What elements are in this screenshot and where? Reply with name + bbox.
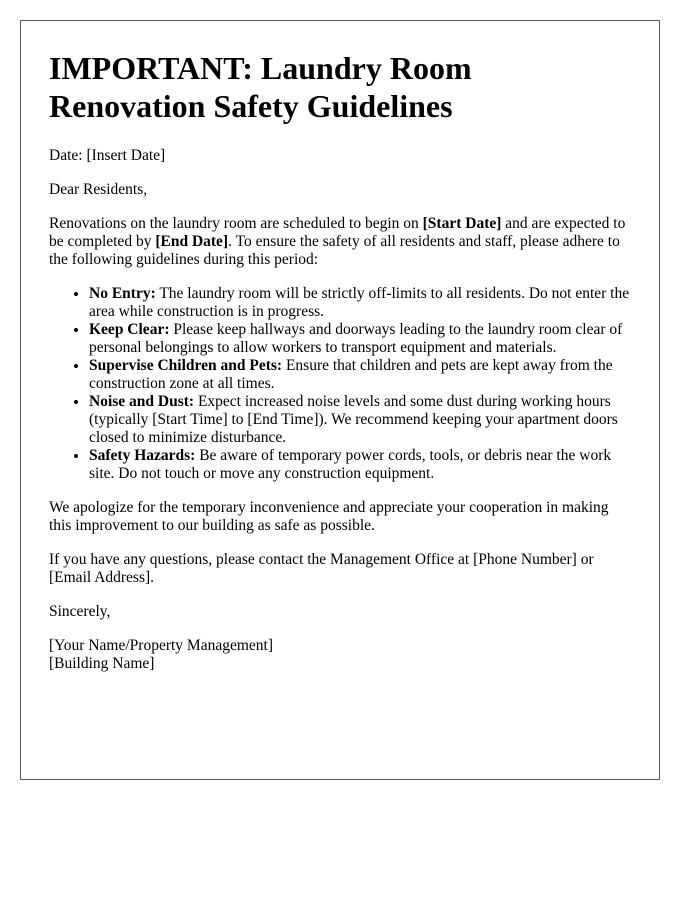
guideline-item xyxy=(89,357,631,393)
signature-building: [Building Name] xyxy=(49,655,155,672)
guideline-text: Ensure that children and pets are kept away from the construction zone at all times. xyxy=(89,357,613,392)
apology-paragraph: We apologize for the temporary inconvenience and appreciate your cooperation in making this improvement to our building as safe as possible. xyxy=(49,499,609,534)
guideline-text: The laundry room will be strictly off-limits to all residents. Do not enter the area while construction is in progress. xyxy=(89,285,630,320)
letter-title: IMPORTANT: Laundry Room Renovation Safety Guidelines xyxy=(49,50,472,124)
intro-text-2: and are expected to be completed by xyxy=(49,215,626,250)
guideline-label: Safety Hazards: xyxy=(89,447,196,464)
start-date-placeholder: [Start Date] xyxy=(422,215,502,232)
guidelines-list xyxy=(49,285,631,483)
guideline-item xyxy=(89,393,631,447)
signature-name: [Your Name/Property Management] xyxy=(49,637,273,654)
end-date-placeholder: [End Date] xyxy=(155,233,229,250)
intro-text-1: Renovations on the laundry room are scheduled to begin on xyxy=(49,215,423,232)
guideline-label: No Entry: xyxy=(89,285,156,302)
guideline-text: Expect increased noise levels and some dust during working hours (typically [Start Time] to [End Time]). We recommend keeping your apartment doors closed to minimize disturbance. xyxy=(89,393,618,446)
guideline-item xyxy=(89,285,631,321)
guideline-text: Please keep hallways and doorways leading to the laundry room clear of personal belongings to allow workers to transport equipment and materials. xyxy=(89,321,623,356)
guideline-label: Noise and Dust: xyxy=(89,393,195,410)
greeting: Dear Residents, xyxy=(49,181,148,198)
guideline-label: Keep Clear: xyxy=(89,321,170,338)
guideline-text: Be aware of temporary power cords, tools, or debris near the work site. Do not touch or move any construction equipment. xyxy=(89,447,612,482)
intro-text-3: . To ensure the safety of all residents and staff, please adhere to the following guidelines during this period: xyxy=(49,233,620,268)
contact-paragraph: If you have any questions, please contact the Management Office at [Phone Number] or [Email Address]. xyxy=(49,551,594,586)
closing: Sincerely, xyxy=(49,603,111,620)
letter-container xyxy=(20,20,660,780)
signature-block xyxy=(49,637,631,673)
date-line: Date: [Insert Date] xyxy=(49,147,166,164)
guideline-item xyxy=(89,447,631,483)
intro-paragraph xyxy=(49,215,631,269)
guideline-label: Supervise Children and Pets: xyxy=(89,357,283,374)
guideline-item xyxy=(89,321,631,357)
